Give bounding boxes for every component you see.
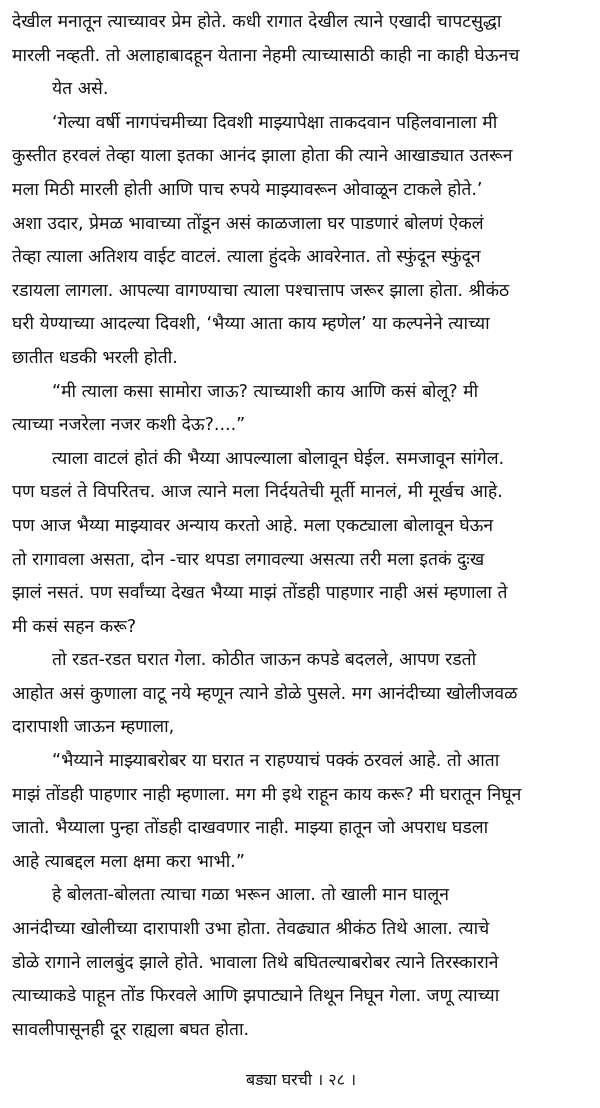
text-line: “मी त्याला कसा सामोरा जाऊ? त्याच्याशी काय आणि कसं बोलू? मी xyxy=(52,381,479,402)
text-line: मला मिठी मारली होती आणि पाच रुपये माझ्यावरून ओवाळून टाकले होते.’ xyxy=(12,179,483,200)
text-line: त्याला वाटलं होतं की भैय्या आपल्याला बोलावून घेईल. समजावून सांगेल. xyxy=(52,448,505,469)
text-line: “भैय्याने माझ्याबरोबर या घरात न राहण्याचं पक्कं ठरवलं आहे. तो आता xyxy=(52,751,500,772)
text-line: रडायला लागला. आपल्या वागण्याचा त्याला पश्चात्ताप जरूर झाला होता. श्रीकंठ xyxy=(12,280,510,301)
text-line: अशा उदार, प्रेमळ भावाच्या तोंडून असं काळजाला घर पाडणारं बोलणं ऐकलं xyxy=(12,213,484,234)
text-line: तेव्हा त्याला अतिशय वाईट वाटलं. त्याला हुंदके आवरेनात. तो स्फुंदून स्फुंदून xyxy=(12,247,481,268)
text-line: सावलीपासूनही दूर राह्यला बघत होता. xyxy=(12,1019,250,1040)
text-line: छातीत धडकी भरली होती. xyxy=(12,347,178,368)
text-line: पण घडलं ते विपरितच. आज त्याने मला निर्दयतेची मूर्ती मानलं, मी मूर्खच आहे. xyxy=(12,482,503,503)
text-line: तो रागावला असता, दोन -चार थपडा लगावल्या असत्या तरी मला इतकं दुःख xyxy=(12,549,485,570)
text-line: तो रडत-रडत घरात गेला. कोठीत जाऊन कपडे बदलले, आपण रडतो xyxy=(52,650,477,671)
text-line: जातो. भैय्याला पुन्हा तोंडही दाखवणार नाही. माझ्या हातून जो अपराध घडला xyxy=(12,818,489,839)
text-line: माझं तोंडही पाहणार नाही म्हणाला. मग मी इथे राहून काय करू? मी घरातून निघून xyxy=(12,784,522,805)
text-line: त्याच्या नजरेला नजर कशी देऊ?....” xyxy=(12,415,246,436)
text-line: आहे त्याबद्दल मला क्षमा करा भाभी.” xyxy=(12,851,245,872)
text-line: मारली नव्हती. तो अलाहाबादहून येताना नेहमी त्याच्यासाठी काही ना काही घेऊनच xyxy=(12,45,520,66)
book-page xyxy=(12,6,590,1102)
text-line: मी कसं सहन करू? xyxy=(12,616,137,637)
text-line: येत असे. xyxy=(52,79,109,100)
text-line: त्याच्याकडे पाहून तोंड फिरवले आणि झपाट्याने तिथून निघून गेला. जणू त्याच्या xyxy=(12,986,500,1007)
text-line: डोळे रागाने लालबुंद झाले होते. भावाला तिथे बघितल्याबरोबर त्याने तिरस्काराने xyxy=(12,952,499,973)
body-text xyxy=(12,6,590,1047)
text-line: झालं नसतं. पण सर्वांच्या देखत भैय्या माझं तोंडही पाहणार नाही असं म्हणाला ते xyxy=(12,583,508,604)
text-line: दारापाशी जाऊन म्हणाला, xyxy=(12,717,175,738)
text-line: घरी येण्याच्या आदल्या दिवशी, ‘भैय्या आता काय म्हणेल’ या कल्पनेने त्याच्या xyxy=(12,314,490,335)
text-line: पण आज भैय्या माझ्यावर अन्याय करतो आहे. मला एकट्याला बोलावून घेऊन xyxy=(12,515,494,536)
text-line: कुस्तीत हरवलं तेव्हा याला इतका आनंद झाला होता की त्याने आखाड्यात उतरून xyxy=(12,146,513,167)
text-line: ‘गेल्या वर्षी नागपंचमीच्या दिवशी माझ्यापेक्षा ताकदवान पहिलवानाला मी xyxy=(52,112,498,133)
text-line: हे बोलता-बोलता त्याचा गळा भरून आला. तो खाली मान घालून xyxy=(52,885,449,906)
text-line: देखील मनातून त्याच्यावर प्रेम होते. कधी रागात देखील त्याने एखादी चापटसुद्धा xyxy=(12,12,502,32)
page-footer: बड्या घरची । २८ । xyxy=(245,1070,357,1089)
text-line: आनंदीच्या खोलीच्या दारापाशी उभा होता. तेवढ्यात श्रीकंठ तिथे आला. त्याचे xyxy=(12,919,490,940)
text-line: आहोत असं कुणाला वाटू नये म्हणून त्याने डोळे पुसले. मग आनंदीच्या खोलीजवळ xyxy=(12,683,518,704)
